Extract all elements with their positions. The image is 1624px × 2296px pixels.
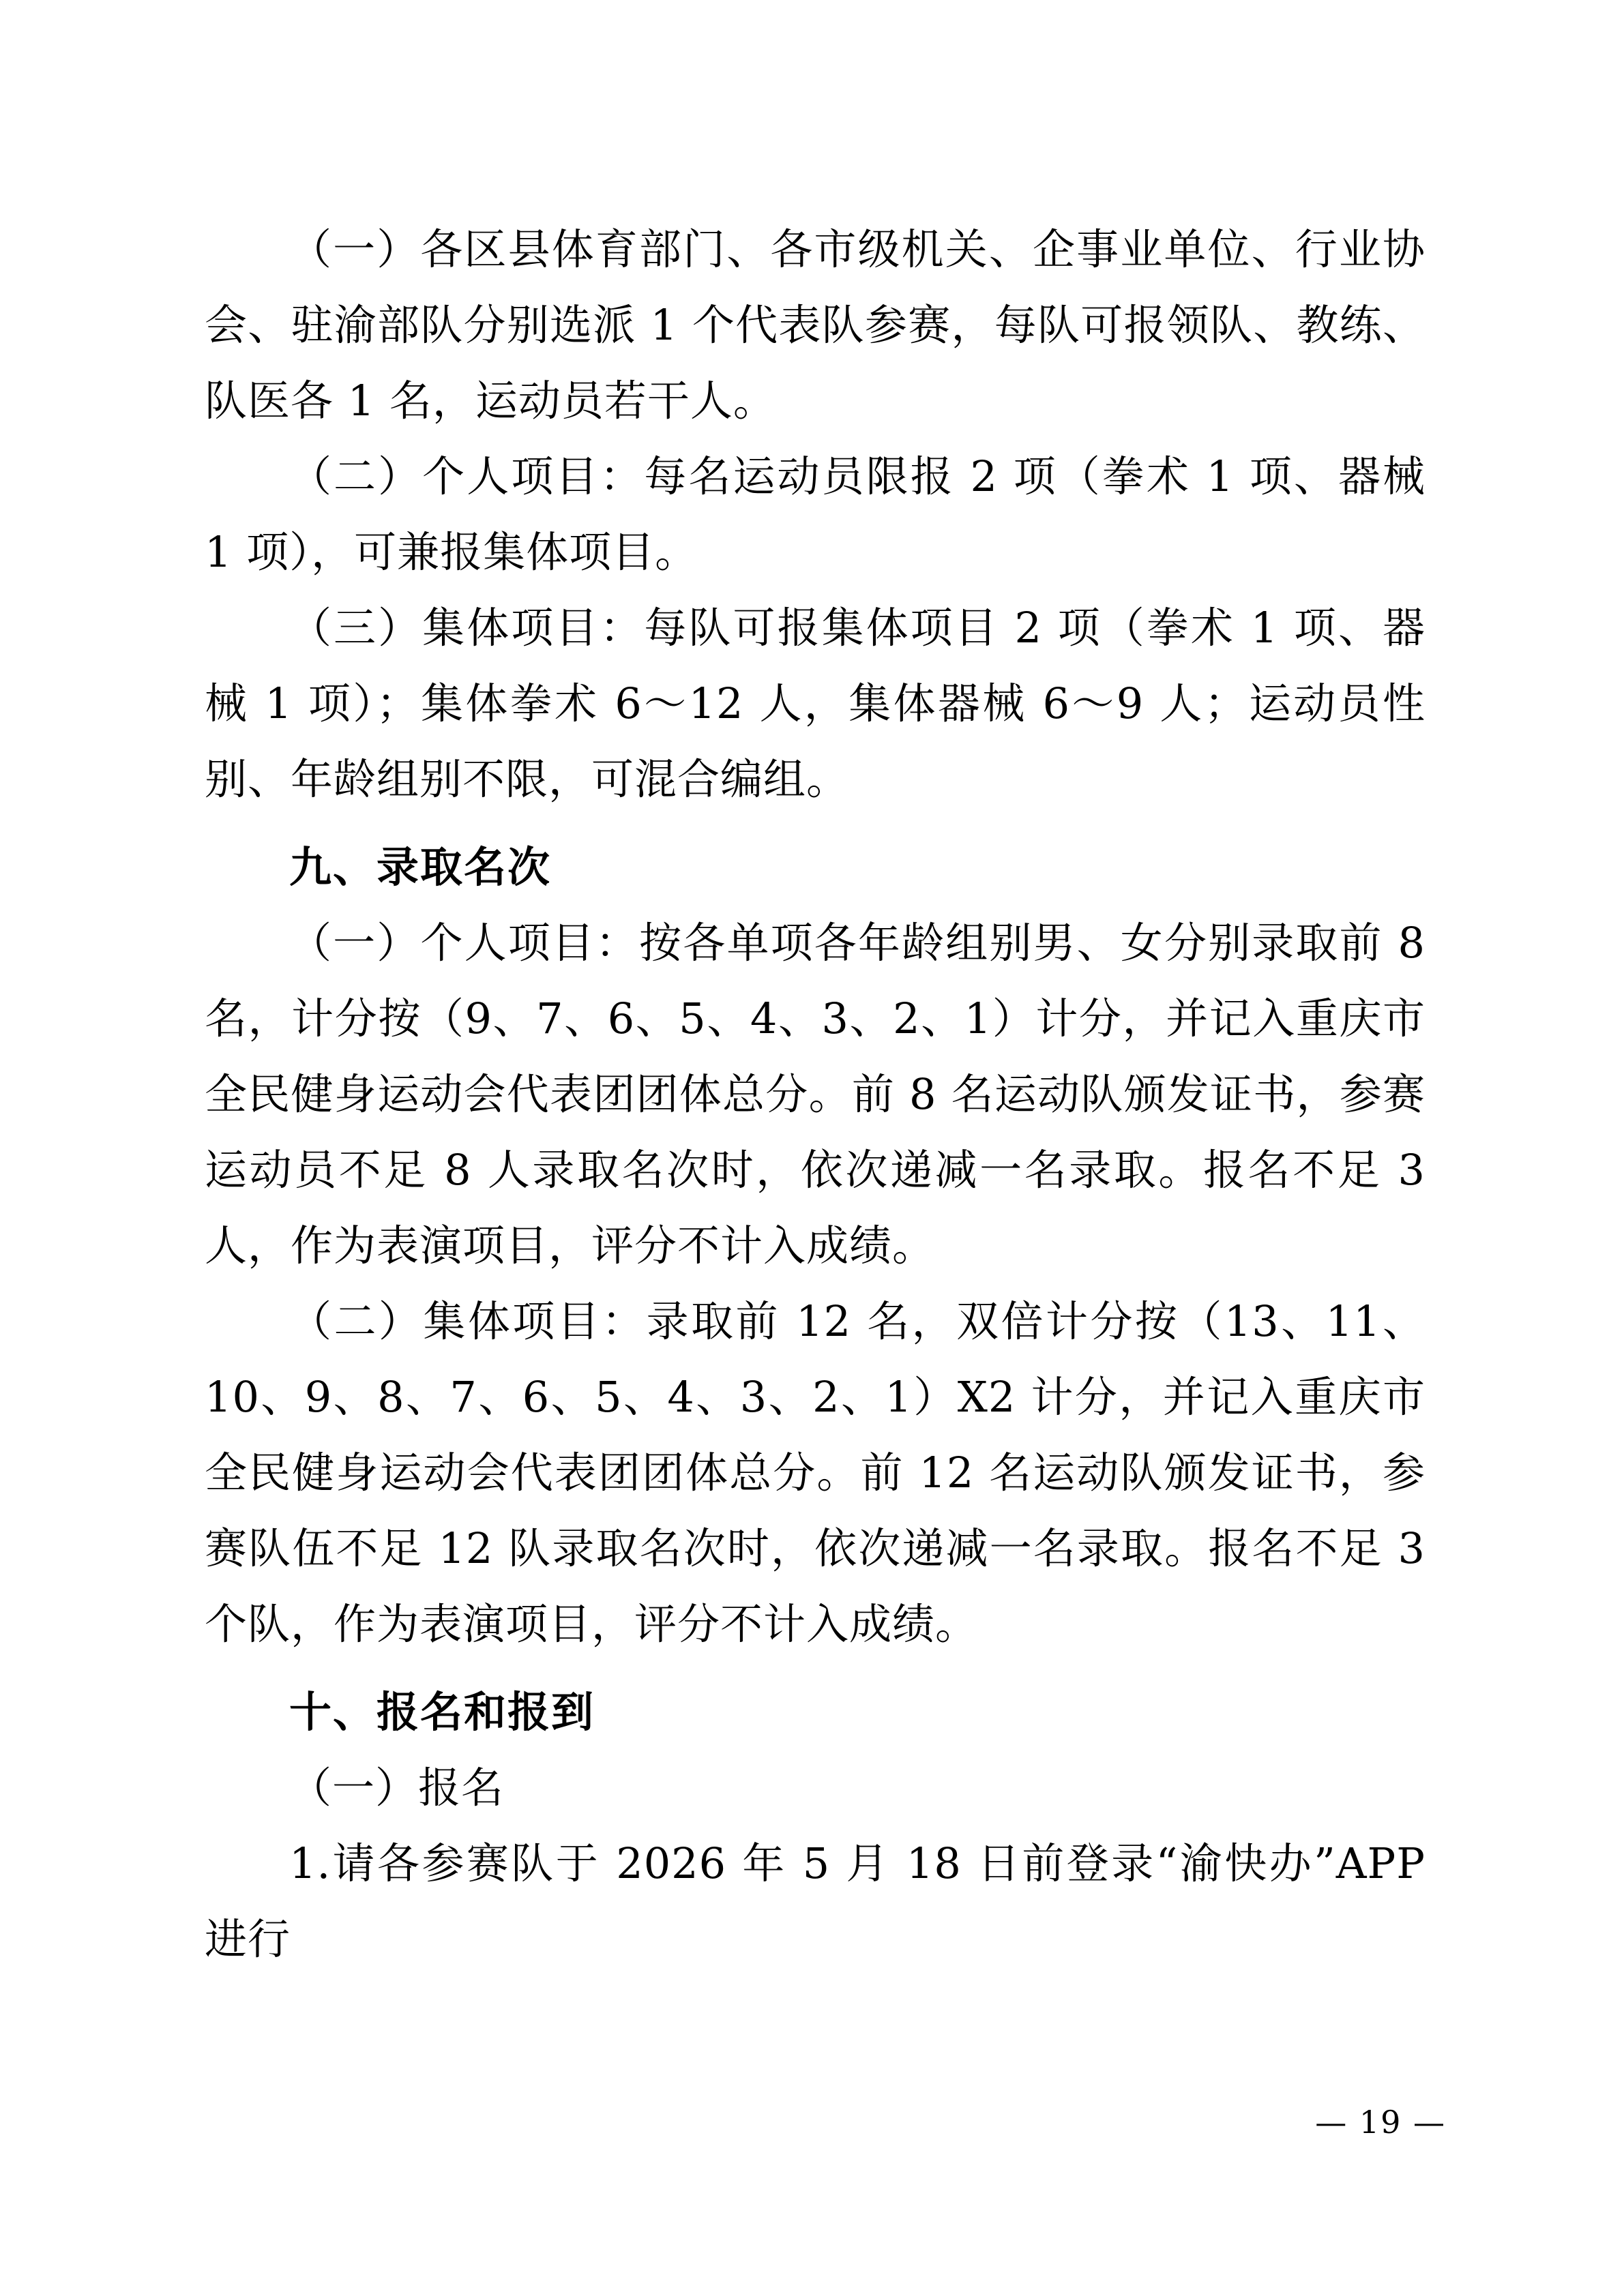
paragraph-individual-rankings: （一）个人项目：按各单项各年龄组别男、女分别录取前 8 名，计分按（9、7、6、5、4、3、2、1）计分，并记入重庆市全民健身运动会代表团团体总分。前 8 名运动队颁发证书，参赛运动员不足 8 人录取名次时，依次递减一名录取。报名不足 3 人，作为表演项目，评分不计入成绩。 xyxy=(205,918,1426,1270)
paragraph-registration-subheading: （一）报名 xyxy=(289,1763,505,1813)
page-number: — 19 — xyxy=(1315,2104,1446,2141)
paragraph-individual-events-entry: （二）个人项目：每名运动员限报 2 项（拳术 1 项、器械 1 项），可兼报集体项目。 xyxy=(205,451,1426,577)
section-heading-registration: 十、报名和报到 xyxy=(289,1687,595,1737)
section-heading-rankings: 九、录取名次 xyxy=(289,842,552,892)
paragraph-group-rankings: （二）集体项目：录取前 12 名，双倍计分按（13、11、10、9、8、7、6、5、4、3、2、1）X2 计分，并记入重庆市全民健身运动会代表团团体总分。前 12 名运动队颁发证书，参赛队伍不足 12 队录取名次时，依次递减一名录取。报名不足 3 个队，作为表演项目，评分不计入成绩。 xyxy=(205,1296,1426,1649)
document-body xyxy=(205,211,1426,1977)
paragraph-registration-deadline: 1.请各参赛队于 2026 年 5 月 18 日前登录“渝快办”APP 进行 xyxy=(205,1838,1426,1964)
paragraph-participation-units: （一）各区县体育部门、各市级机关、企事业单位、行业协会、驻渝部队分别选派 1 个代表队参赛，每队可报领队、教练、队医各 1 名，运动员若干人。 xyxy=(205,224,1426,426)
paragraph-group-events-entry: （三）集体项目：每队可报集体项目 2 项（拳术 1 项、器械 1 项）；集体拳术 6～12 人，集体器械 6～9 人；运动员性别、年龄组别不限，可混合编组。 xyxy=(205,603,1426,804)
